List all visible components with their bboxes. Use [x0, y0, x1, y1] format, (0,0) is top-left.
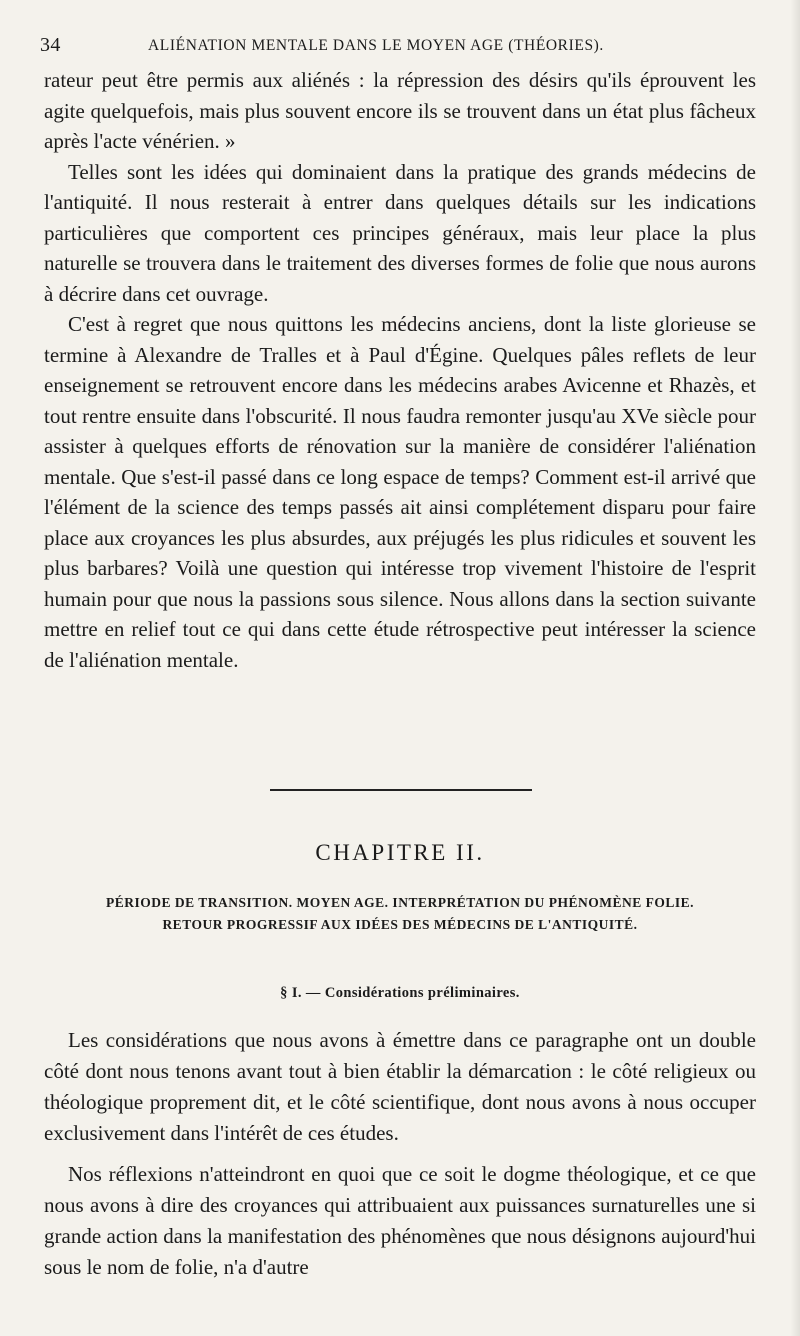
paragraph-continued: rateur peut être permis aux aliénés : la répression des désirs qu'ils éprouvent les agite quelquefois, mais plus souvent encore ils se trouvent dans un état plus fâcheux après l'acte vénérien. » — [44, 68, 756, 153]
chapter-subtitle — [40, 892, 760, 936]
paragraph: Nos réflexions n'atteindront en quoi que ce soit le dogme théologique, et ce que nous avons à dire des croyances qui attribuaient aux puissances surnaturelles une si grande action dans la manifestation des phénomènes que nous désignons aujourd'hui sous le nom de folie, n'a d'autre — [44, 1162, 756, 1279]
section-divider-rule — [270, 789, 532, 791]
section-heading: § I. — Considérations préliminaires. — [280, 985, 520, 1001]
running-title: ALIÉNATION MENTALE DANS LE MOYEN AGE (THÉORIES). — [148, 37, 604, 54]
page-number: 34 — [40, 34, 61, 56]
page-edge-shadow — [790, 0, 800, 1336]
running-head — [40, 34, 760, 64]
paragraph: Telles sont les idées qui dominaient dans la pratique des grands médecins de l'antiquité. Il nous resterait à entrer dans quelques détails sur les indications particulières que comportent ces principes généraux, mais leur place la plus naturelle se trouvera dans le traitement des diverses formes de folie que nous aurons à décrire dans cet ouvrage. — [44, 159, 756, 306]
paragraph: C'est à regret que nous quittons les médecins anciens, dont la liste glorieuse se termine à Alexandre de Tralles et à Paul d'Égine. Quelques pâles reflets de leur enseignement se retrouvent encore dans les médecins arabes Avicenne et Rhazès, et tout rentre ensuite dans l'obscurité. Il nous faudra remonter jusqu'au XVe siècle pour assister à quelques efforts de rénovation sur la manière de considérer l'aliénation mentale. Que s'est-il passé dans ce long espace de temps? Comment est-il arrivé que l'élément de la science des temps passés ait ainsi complétement disparu pour faire place aux croyances les plus absurdes, aux préjugés les plus ridicules et souvent les plus barbares? Voilà une question qui intéresse trop vivement l'histoire de l'esprit humain pour que nous la passions sous silence. Nous allons dans la section suivante mettre en relief tout ce qui dans cette étude rétrospective peut intéresser la science de l'aliénation mentale. — [44, 312, 756, 672]
body-text-top — [44, 65, 756, 675]
body-text-bottom — [44, 1025, 756, 1293]
chapter-title: CHAPITRE II. — [315, 840, 485, 865]
chapter-subtitle-line: RETOUR PROGRESSIF AUX IDÉES DES MÉDECINS DE L'ANTIQUITÉ. — [162, 917, 638, 932]
paragraph: Les considérations que nous avons à émettre dans ce paragraphe ont un double côté dont nous tenons avant tout à bien établir la démarcation : le côté religieux ou théologique proprement dit, et le côté scientifique, dont nous avons à nous occuper exclusivement dans l'intérêt de ces études. — [44, 1028, 756, 1145]
chapter-subtitle-line: PÉRIODE DE TRANSITION. MOYEN AGE. INTERPRÉTATION DU PHÉNOMÈNE FOLIE. — [106, 895, 694, 910]
